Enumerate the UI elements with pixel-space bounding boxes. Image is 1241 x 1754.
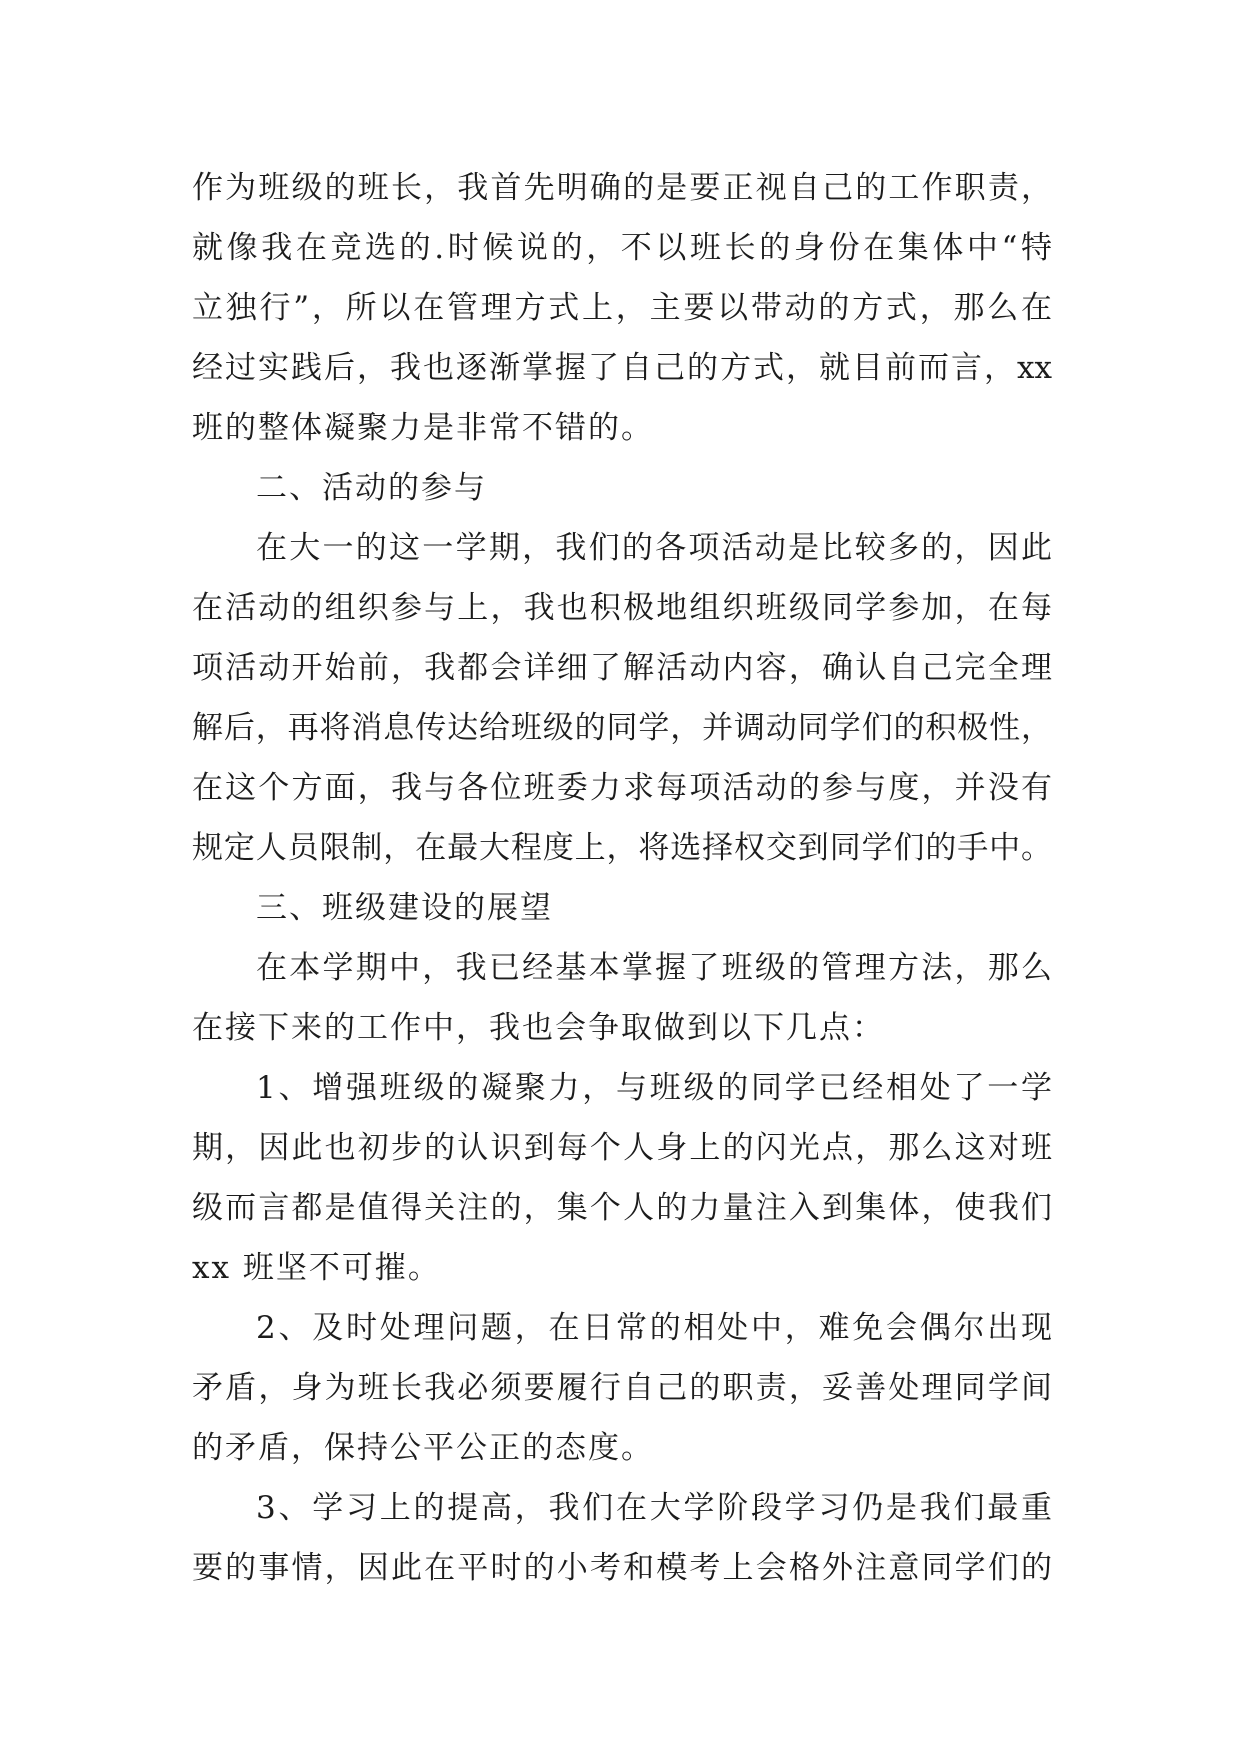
text-line: 3、学习上的提高，我们在大学阶段学习仍是我们最重 <box>256 1490 1052 1526</box>
text-line: 班的整体凝聚力是非常不错的。 <box>192 410 654 446</box>
section-heading: 二、活动的参与 <box>256 470 487 506</box>
text-line: 就像我在竞选的.时候说的，不以班长的身份在集体中“特 <box>192 230 1052 266</box>
text-line: 在接下来的工作中，我也会争取做到以下几点： <box>192 1010 885 1046</box>
text-line: 经过实践后，我也逐渐掌握了自己的方式，就目前而言，xx <box>192 350 1052 386</box>
text-line: 立独行”，所以在管理方式上，主要以带动的方式，那么在 <box>192 290 1052 326</box>
text-line: 要的事情，因此在平时的小考和模考上会格外注意同学们的 <box>192 1550 1052 1586</box>
text-line: 项活动开始前，我都会详细了解活动内容，确认自己完全理 <box>192 650 1052 686</box>
text-line: 1、增强班级的凝聚力，与班级的同学已经相处了一学 <box>256 1070 1052 1106</box>
text-line: 在大一的这一学期，我们的各项活动是比较多的，因此 <box>256 530 1052 566</box>
text-line: 期，因此也初步的认识到每个人身上的闪光点，那么这对班 <box>192 1130 1052 1166</box>
text-line: 解后，再将消息传达给班级的同学，并调动同学们的积极性， <box>192 710 1052 746</box>
text-line: 作为班级的班长，我首先明确的是要正视自己的工作职责， <box>192 170 1052 206</box>
text-line: 规定人员限制，在最大程度上，将选择权交到同学们的手中。 <box>192 830 1052 866</box>
text-line: xx 班坚不可摧。 <box>192 1250 441 1286</box>
section-heading: 三、班级建设的展望 <box>256 890 553 926</box>
text-line: 2、及时处理问题，在日常的相处中，难免会偶尔出现 <box>256 1310 1052 1346</box>
text-line: 在这个方面，我与各位班委力求每项活动的参与度，并没有 <box>192 770 1052 806</box>
text-line: 在本学期中，我已经基本掌握了班级的管理方法，那么 <box>256 950 1052 986</box>
text-line: 矛盾，身为班长我必须要履行自己的职责，妥善处理同学间 <box>192 1370 1052 1406</box>
text-line: 的矛盾，保持公平公正的态度。 <box>192 1430 654 1466</box>
text-line: 在活动的组织参与上，我也积极地组织班级同学参加，在每 <box>192 590 1052 626</box>
text-line: 级而言都是值得关注的，集个人的力量注入到集体，使我们 <box>192 1190 1052 1226</box>
